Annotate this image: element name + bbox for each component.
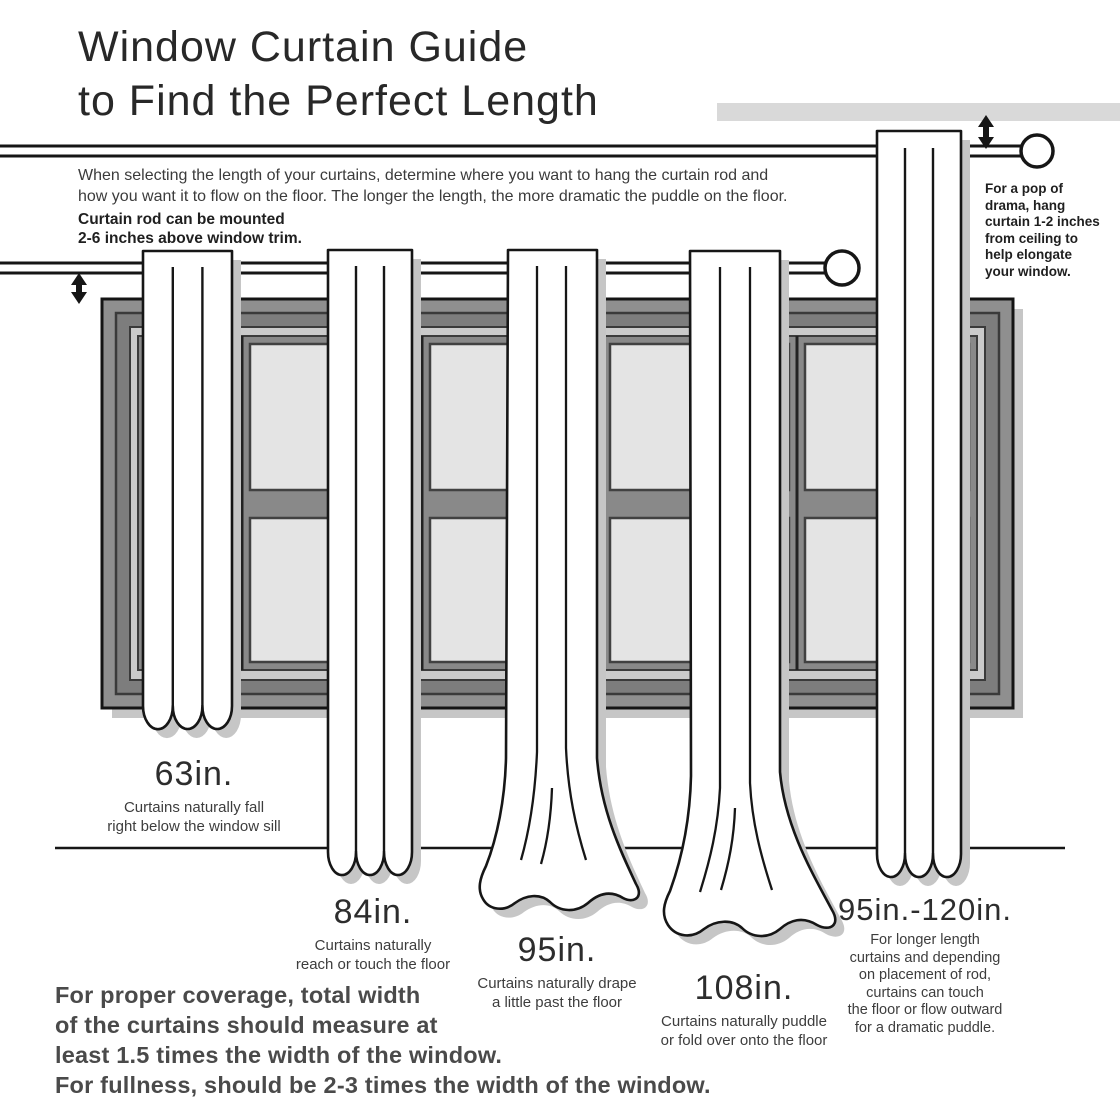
length-desc: Curtains naturally fall right below the window sill bbox=[107, 799, 281, 835]
footnote-line: of the curtains should measure at bbox=[55, 1012, 438, 1038]
length-desc: Curtains naturally reach or touch the floor bbox=[295, 937, 451, 973]
ceiling-note-line: For a pop of bbox=[985, 181, 1063, 196]
length-value: 95in.-120in. bbox=[837, 892, 1012, 927]
label-95-120in bbox=[812, 892, 1038, 1037]
length-value: 63in. bbox=[154, 755, 234, 793]
length-desc: For longer length curtains and depending on placement of rod, curtains can touch the floor or flow outward for a dramatic puddle. bbox=[847, 932, 1003, 1036]
page-title-line2: to Find the Perfect Length bbox=[78, 77, 599, 125]
length-desc: Curtains naturally puddle or fold over onto the floor bbox=[660, 1013, 828, 1049]
ceiling-note-line: your window. bbox=[985, 263, 1071, 279]
rod-note-line: Curtain rod can be mounted bbox=[78, 211, 285, 228]
page-title bbox=[78, 20, 599, 128]
length-desc: Curtains naturally drape a little past the floor bbox=[477, 975, 637, 1011]
page-title-line1: Window Curtain Guide bbox=[78, 23, 529, 71]
trim-gap-arrow-icon bbox=[71, 273, 87, 304]
curtain-84in bbox=[328, 250, 421, 884]
intro-line: When selecting the length of your curtains, determine where you want to hang the curtain rod and bbox=[78, 167, 769, 184]
ceiling-bar bbox=[717, 103, 1120, 121]
intro-line: how you want it to flow on the floor. The longer the length, the more dramatic the puddle on the floor. bbox=[78, 188, 788, 205]
rod-note-line: 2-6 inches above window trim. bbox=[78, 230, 302, 247]
length-value: 108in. bbox=[694, 969, 794, 1007]
ceiling-note-line: drama, hang bbox=[985, 197, 1066, 213]
ceiling-note-line: help elongate bbox=[985, 247, 1073, 262]
lower-rod-finial bbox=[825, 251, 859, 285]
upper-rod-finial bbox=[1021, 135, 1053, 167]
footnote-line: For fullness, should be 2-3 times the width of the window. bbox=[55, 1072, 711, 1098]
curtain-63in bbox=[143, 251, 241, 738]
coverage-footnote bbox=[55, 980, 711, 1100]
curtain-95-120in bbox=[877, 131, 970, 886]
length-value: 95in. bbox=[517, 931, 597, 969]
length-value: 84in. bbox=[333, 893, 413, 931]
label-63in bbox=[84, 755, 304, 836]
footnote-line: For proper coverage, total width bbox=[55, 982, 421, 1008]
footnote-line: least 1.5 times the width of the window. bbox=[55, 1042, 503, 1068]
intro-text bbox=[78, 165, 787, 207]
ceiling-note-line: curtain 1-2 inches bbox=[985, 214, 1100, 229]
rod-mounting-note bbox=[78, 210, 302, 248]
ceiling-drama-note bbox=[985, 181, 1100, 280]
ceiling-note-line: from ceiling to bbox=[985, 230, 1079, 246]
